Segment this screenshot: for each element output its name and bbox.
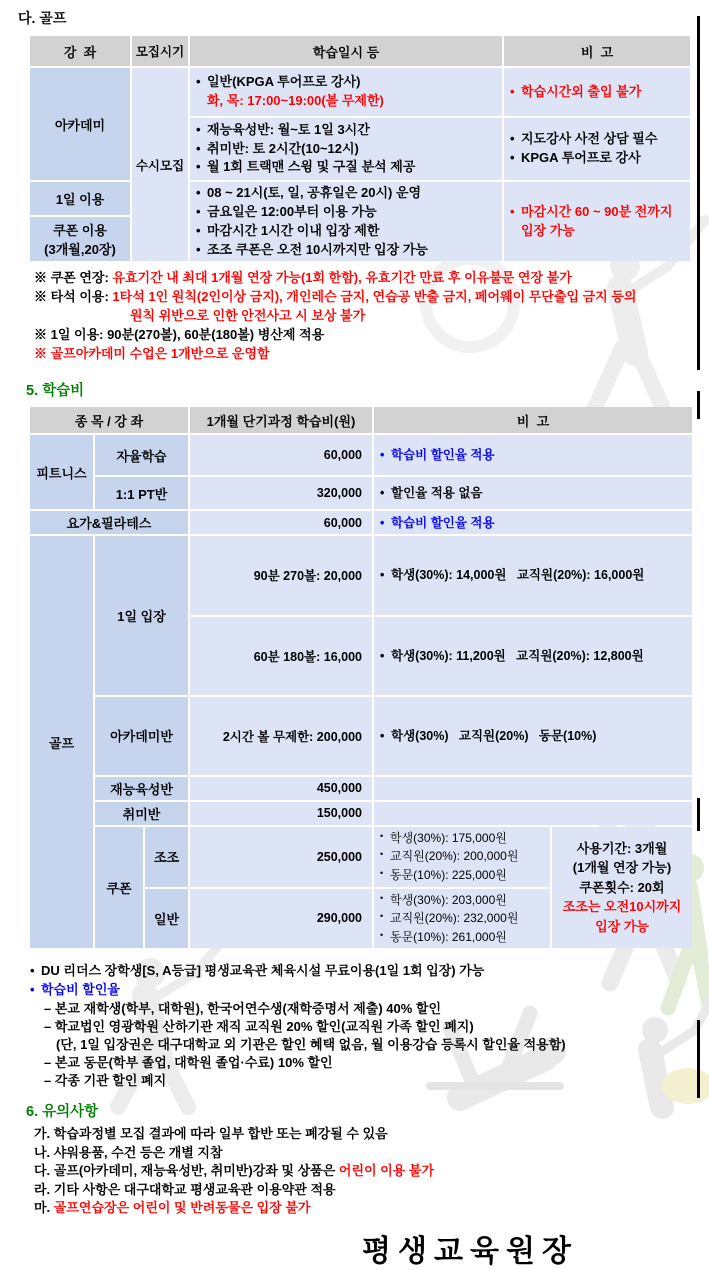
- discount-item: • 동문(10%): 261,000원: [380, 928, 544, 947]
- row-label-general: 일반: [145, 889, 188, 949]
- row-label-early: 조조: [145, 827, 188, 887]
- golf-notes: [34, 268, 709, 363]
- notice-item: 나. 샤워용품, 수건 등은 개별 지참: [34, 1144, 223, 1160]
- cell-schedule-general: [190, 68, 502, 116]
- table-row: [30, 511, 692, 534]
- table-row: [30, 827, 692, 887]
- discount-item: • 학생(30%): 175,000원: [380, 829, 544, 848]
- note-academy-class: ※ 골프아카데미 수업은 1개반으로 운영함: [34, 346, 270, 362]
- cell-remark-deadline: [504, 182, 690, 261]
- table-row: [30, 68, 690, 116]
- cell-fee: 150,000: [190, 802, 372, 825]
- cell-remark-empty: [374, 802, 692, 825]
- cell-fee: 90분 270볼: 20,000: [190, 536, 372, 614]
- usage-count: 쿠폰횟수: 20회: [579, 879, 665, 895]
- remark-item: • 지도강사 사전 상담 필수: [510, 130, 684, 149]
- fee-footer-notes: [30, 962, 709, 1090]
- remark-item: • KPGA 투어프로 강사: [510, 149, 684, 168]
- discount-rule: – 학교법인 영광학원 산하기관 재직 교직원 20% 할인(교직원 가족 할인 폐지): [44, 1019, 474, 1034]
- remark-item: • 할인율 적용 없음: [380, 484, 686, 502]
- table-row: [30, 802, 692, 825]
- schedule-item-red: 화, 목: 17:00~19:00(볼 무제한): [207, 93, 384, 108]
- discount-item: • 교직원(20%): 200,000원: [380, 847, 544, 866]
- remark-item: • 학생(30%): 11,200원 교직원(20%): 12,800원: [380, 647, 686, 665]
- col-header-remark: 비 고: [374, 407, 692, 433]
- document-page: [0, 8, 709, 1268]
- note-red-text: 유효기간 내 최대 1개월 연장 가능(1회 한함), 유효기간 만료 후 이유불문 연장 불가: [112, 270, 572, 286]
- usage-early-limit2: 입장 가능: [595, 918, 649, 934]
- note-tee-use: [34, 287, 709, 306]
- cell-remark: [374, 617, 692, 695]
- section-c-title: 다. 골프: [18, 10, 67, 26]
- cell-remark: [374, 477, 692, 509]
- discount-item: • 동문(10%): 225,000원: [380, 866, 544, 885]
- col-header-fee: 1개월 단기과정 학습비(원): [190, 407, 372, 433]
- page-edge-line: [697, 1020, 700, 1098]
- col-header-recruit: 모집시기: [132, 36, 188, 66]
- row-label-pt: 1:1 PT반: [95, 477, 188, 509]
- notice-text: 다. 골프(아카데미, 재능육성반, 취미반)강좌 및 상품은: [34, 1163, 339, 1178]
- cell-fee: 60,000: [190, 511, 372, 534]
- row-label-fitness: 피트니스: [30, 435, 93, 509]
- notice-item: [34, 1199, 709, 1218]
- row-label-day-pass: 1일 입장: [95, 536, 188, 694]
- row-label-academy: 아카데미: [30, 68, 130, 180]
- remark-item: • 학습시간외 출입 불가: [510, 83, 684, 102]
- row-label-self-study: 자율학습: [95, 435, 188, 475]
- note-tee-use-line2: 원칙 위반으로 인한 안전사고 시 보상 불가: [130, 308, 366, 324]
- footer-discount-title: • 학습비 할인율: [30, 981, 709, 1000]
- notice-red-text: 어린이 이용 불가: [338, 1163, 435, 1178]
- note-day-use: ※ 1일 이용: 90분(270볼), 60분(180볼) 병산제 적용: [34, 327, 325, 343]
- notices-list: [34, 1125, 709, 1218]
- cell-fee: 60,000: [190, 435, 372, 475]
- row-label-hobby: 취미반: [95, 802, 188, 825]
- schedule-item: • 일반(KPGA 투어프로 강사): [196, 73, 496, 92]
- cell-discount-list: [374, 827, 550, 887]
- page-edge-line: [697, 391, 700, 419]
- page-edge-line: [697, 798, 700, 831]
- cell-coupon-usage: [552, 827, 692, 949]
- table-row: [30, 697, 692, 775]
- col-header-remark: 비 고: [504, 36, 690, 66]
- schedule-item: • 월 1회 트랙맨 스윙 및 구질 분석 제공: [196, 158, 496, 177]
- cell-fee: 320,000: [190, 477, 372, 509]
- schedule-item: • 마감시간 1시간 이내 입장 제한: [196, 222, 496, 241]
- signature-title: 평생교육원장: [362, 1234, 578, 1268]
- cell-remark: [374, 435, 692, 475]
- row-label-coupon-use: [30, 217, 130, 262]
- cell-fee: 2시간 볼 무제한: 200,000: [190, 697, 372, 775]
- notice-item: 라. 기타 사항은 대구대학교 평생교육관 이용약관 적용: [34, 1181, 336, 1197]
- page-edge-line: [697, 16, 700, 370]
- cell-fee: 450,000: [190, 777, 372, 800]
- note-label: ※ 타석 이용:: [34, 289, 113, 305]
- remark-item: • 학생(30%): 14,000원 교직원(20%): 16,000원: [380, 566, 686, 584]
- coupon-label: 쿠폰 이용: [53, 222, 107, 238]
- schedule-item: • 금요일은 12:00부터 이용 가능: [196, 203, 496, 222]
- table-row: [30, 477, 692, 509]
- row-label-academy-class: 아카데미반: [95, 697, 188, 775]
- row-label-day-use: 1일 이용: [30, 182, 130, 215]
- table-row: [30, 182, 690, 215]
- remark-item: • 학습비 할인율 적용: [380, 514, 686, 532]
- usage-period: 사용기간: 3개월: [576, 840, 668, 856]
- cell-remark-no-entry: [504, 68, 690, 116]
- cell-recruit-period: 수시모집: [132, 68, 188, 261]
- discount-rule: – 각종 기관 할인 폐지: [44, 1073, 167, 1088]
- remark-item: • 학생(30%) 교직원(20%) 동문(10%): [380, 727, 686, 745]
- note-label: ※ 쿠폰 연장:: [34, 270, 113, 286]
- table-header-row: [30, 407, 692, 433]
- cell-fee: 250,000: [190, 827, 372, 887]
- remark-item: • 학습비 할인율 적용: [380, 446, 686, 464]
- cell-remark: [374, 511, 692, 534]
- schedule-item: • 조조 쿠폰은 오전 10시까지만 입장 가능: [196, 241, 496, 260]
- discount-rule: – 본교 재학생(학부, 대학원), 한국어연수생(재학증명서 제출) 40% 할인: [44, 1001, 442, 1016]
- notice-item: 가. 학습과정별 모집 결과에 따라 일부 합반 또는 폐강될 수 있음: [34, 1126, 388, 1141]
- notice-item: [34, 1162, 709, 1181]
- cell-remark-empty: [374, 777, 692, 800]
- table-row: [30, 536, 692, 614]
- table-row: [30, 777, 692, 800]
- row-label-coupon: 쿠폰: [95, 827, 143, 949]
- cell-remark: [374, 697, 692, 775]
- schedule-item: • 취미반: 토 2시간(10~12시): [196, 140, 496, 159]
- col-header-schedule: 학습일시 등: [190, 36, 502, 66]
- section-5-title: 5. 학습비: [26, 383, 85, 400]
- discount-rule-note: (단, 1일 입장권은 대구대학교 외 기관은 할인 혜택 없음, 월 이용강습 등록시 할인율 적용함): [56, 1037, 566, 1052]
- fee-table: [28, 405, 694, 950]
- usage-early-limit: 조조는 오전10시까지: [562, 899, 682, 915]
- note-red-text: 1타석 1인 원칙(2인이상 금지), 개인레슨 금지, 연습공 반출 금지, 페어웨이 무단출입 금지 등의: [112, 289, 637, 305]
- row-label-talent: 재능육성반: [95, 777, 188, 800]
- note-coupon-extension: [34, 268, 709, 287]
- cell-fee: 60분 180볼: 16,000: [190, 617, 372, 695]
- cell-remark: [374, 536, 692, 614]
- coupon-sublabel: (3개월,20장): [44, 241, 116, 257]
- row-label-golf: 골프: [30, 536, 93, 948]
- table-row: [30, 435, 692, 475]
- col-header-category: 종 목 / 강 좌: [30, 407, 188, 433]
- usage-extension: (1개월 연장 가능): [572, 860, 672, 876]
- notice-text: 마.: [34, 1200, 54, 1215]
- schedule-item: • 08 ~ 21시(토, 일, 공휴일은 20시) 운영: [196, 184, 496, 203]
- discount-rule: – 본교 동문(학부 졸업, 대학원 졸업·수료) 10% 할인: [44, 1055, 333, 1070]
- cell-fee: 290,000: [190, 889, 372, 949]
- row-label-yoga: 요가&필라테스: [30, 511, 188, 534]
- notice-red-text: 골프연습장은 어린이 및 반려동물은 입장 불가: [53, 1200, 311, 1215]
- cell-remark-instructor: [504, 118, 690, 180]
- cell-schedule-hours: [190, 182, 502, 261]
- section-6-title: 6. 유의사항: [26, 1104, 99, 1120]
- schedule-item: • 재능육성반: 월~토 1일 3시간: [196, 121, 496, 140]
- remark-item: • 마감시간 60 ~ 90분 전까지 입장 가능: [510, 203, 684, 241]
- col-header-course: 강 좌: [30, 36, 130, 66]
- cell-schedule-classes: [190, 118, 502, 180]
- table-header-row: [30, 36, 690, 66]
- cell-discount-list: [374, 889, 550, 949]
- footer-du-scholars: • DU 리더스 장학생[S, A등급] 평생교육관 체육시설 무료이용(1일 1회 입장) 가능: [30, 962, 709, 981]
- golf-schedule-table: [28, 34, 692, 263]
- discount-item: • 학생(30%): 203,000원: [380, 891, 544, 910]
- discount-item: • 교직원(20%): 232,000원: [380, 909, 544, 928]
